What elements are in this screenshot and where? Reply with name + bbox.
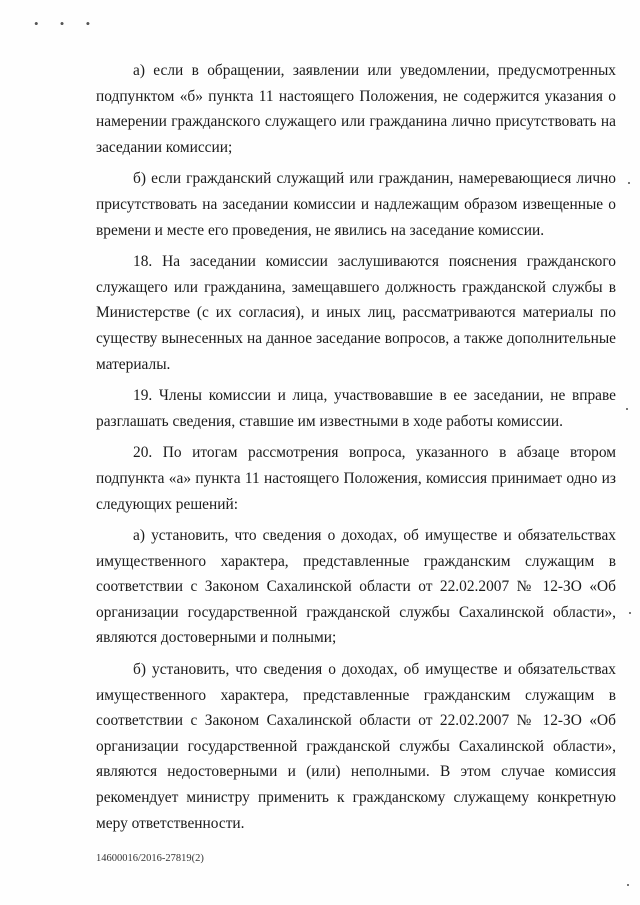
paragraph-20-a: а) установить, что сведения о доходах, об имуществе и обязательствах имущественного характера, представленные гражданским служащим в соответствии с Законом Сахалинской области от 22.02.2007 № 12-ЗО «Об организации государственной гражданской службы Сахалинской области», являются достоверными и полными; xyxy=(96,527,616,647)
paragraph-20: 20. По итогам рассмотрения вопроса, указанного в абзаце втором подпункта «а» пункта 11 настоящего Положения, комиссия принимает одно из следующих решений: xyxy=(96,444,616,513)
scan-artifact xyxy=(629,612,631,614)
paragraph-18: 18. На заседании комиссии заслушиваются пояснения гражданского служащего или гражданина, замещавшего должность гражданской службы в Министерстве (с их согласия), и иных лиц, рассматриваются материалы по существу вынесенных на данное заседание вопросов, а также дополнительные материалы. xyxy=(96,253,616,373)
scan-marks: • • • xyxy=(34,16,100,31)
paragraph-19: 19. Члены комиссии и лица, участвовавшие в ее заседании, не вправе разглашать сведения, ставшие им известными в ходе работы комиссии. xyxy=(96,387,616,430)
paragraph-20-b: б) установить, что сведения о доходах, об имуществе и обязательствах имущественного характера, представленные гражданским служащим в соответствии с Законом Сахалинской области от 22.02.2007 № 12-ЗО «Об организации государственной гражданской службы Сахалинской области», являются недостоверными и (или) неполными. В этом случае комиссия рекомендует министру применить к гражданскому служащему конкретную меру ответственности. xyxy=(96,661,616,832)
paragraph-a-no-intent: а) если в обращении, заявлении или уведомлении, предусмотренных подпунктом «б» пункта 11 настоящего Положения, не содержится указания о намерении гражданского служащего или гражданина лично присутствовать на заседании комиссии; xyxy=(96,62,616,156)
document-footer-code: 14600016/2016-27819(2) xyxy=(96,853,204,864)
scan-artifact xyxy=(626,408,628,410)
scan-artifact xyxy=(627,884,629,886)
paragraph-b-not-appeared: б) если гражданский служащий или гражданин, намеревающиеся лично присутствовать на заседании комиссии и надлежащим образом извещенные о времени и месте его проведения, не явились на заседание комиссии. xyxy=(96,170,616,239)
document-body xyxy=(96,58,616,842)
scan-artifact xyxy=(628,182,630,184)
